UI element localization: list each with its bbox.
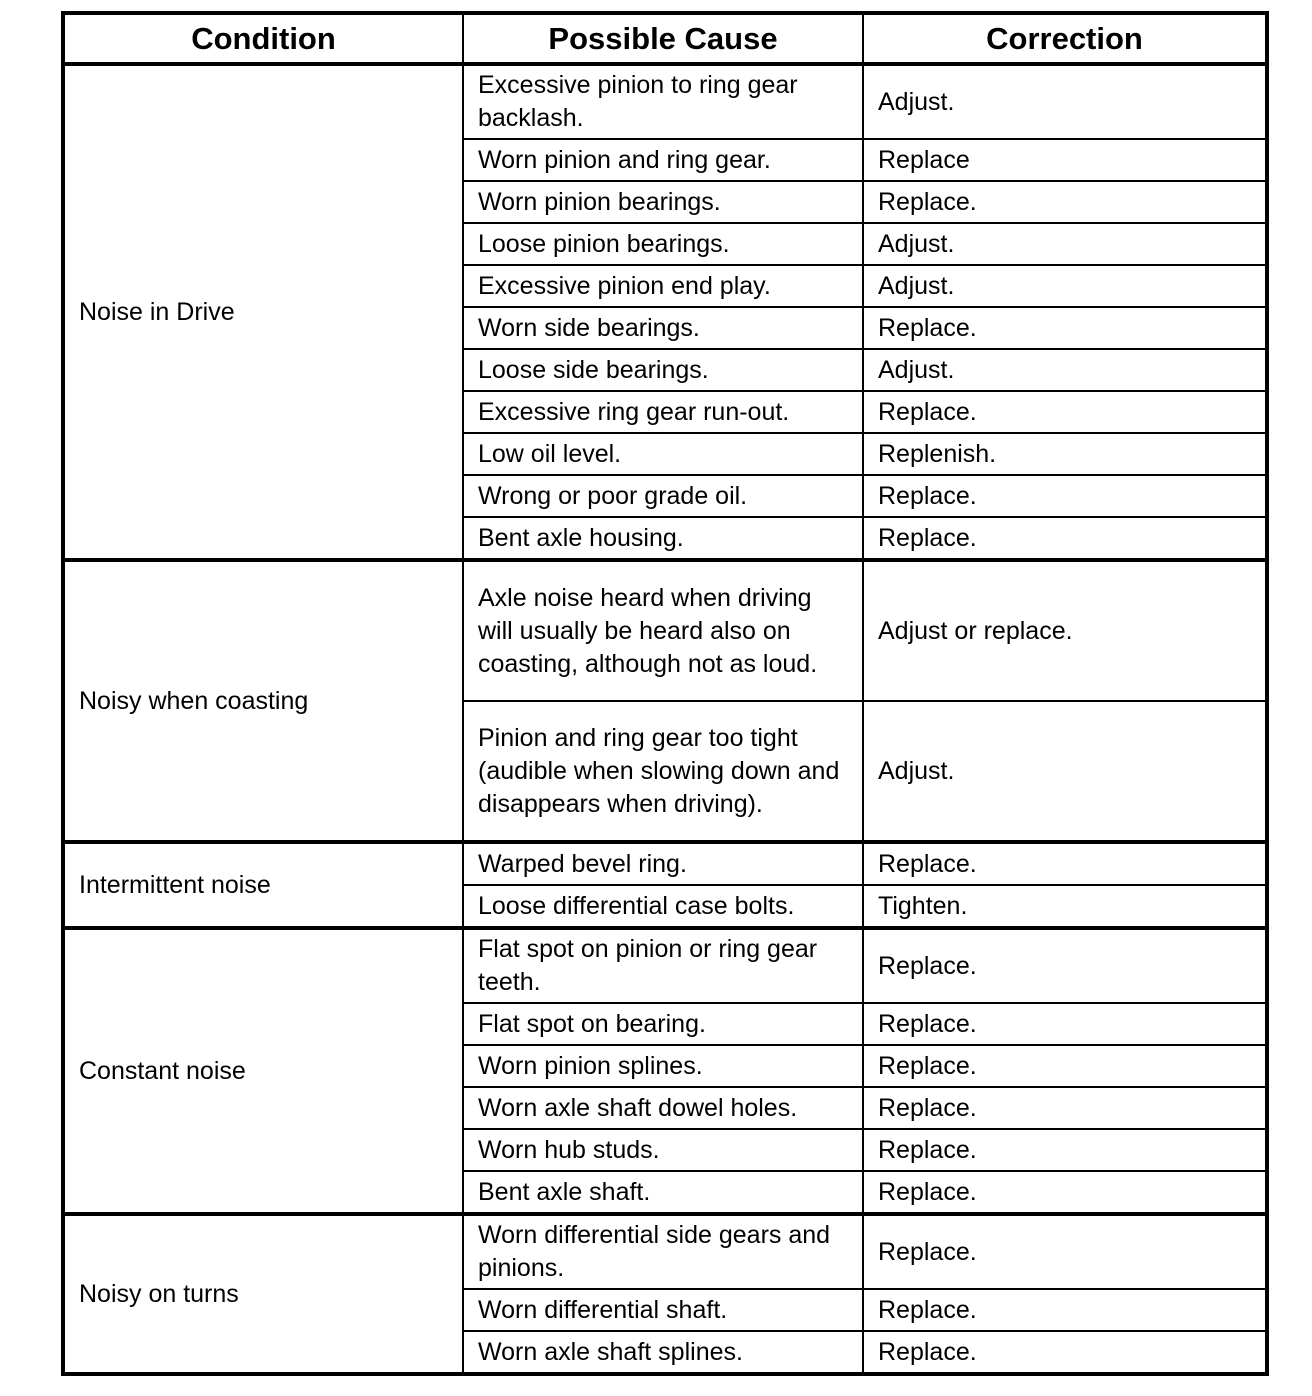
table-row xyxy=(63,560,1267,701)
correction-cell: Replace. xyxy=(863,1331,1267,1374)
cause-cell: Worn pinion bearings. xyxy=(463,181,863,223)
correction-cell: Replace. xyxy=(863,1087,1267,1129)
group-noise-in-drive xyxy=(63,64,1267,560)
cause-cell: Pinion and ring gear too tight (audible when slowing down and disappears when driving). xyxy=(463,701,863,842)
cause-cell: Flat spot on bearing. xyxy=(463,1003,863,1045)
condition-cell: Intermittent noise xyxy=(63,842,463,928)
correction-cell: Replace. xyxy=(863,1045,1267,1087)
cause-cell: Loose differential case bolts. xyxy=(463,885,863,928)
correction-cell: Replace. xyxy=(863,928,1267,1003)
header-row xyxy=(63,13,1267,64)
condition-cell: Constant noise xyxy=(63,928,463,1214)
cause-cell: Loose side bearings. xyxy=(463,349,863,391)
cause-cell: Worn pinion splines. xyxy=(463,1045,863,1087)
correction-cell: Adjust. xyxy=(863,701,1267,842)
table-header xyxy=(63,13,1267,64)
cause-cell: Wrong or poor grade oil. xyxy=(463,475,863,517)
cause-cell: Worn axle shaft splines. xyxy=(463,1331,863,1374)
correction-cell: Replace. xyxy=(863,1003,1267,1045)
troubleshooting-table xyxy=(61,11,1269,1376)
cause-cell: Loose pinion bearings. xyxy=(463,223,863,265)
condition-cell: Noisy on turns xyxy=(63,1214,463,1374)
cause-cell: Flat spot on pinion or ring gear teeth. xyxy=(463,928,863,1003)
cause-cell: Excessive pinion to ring gear backlash. xyxy=(463,64,863,139)
cause-cell: Worn axle shaft dowel holes. xyxy=(463,1087,863,1129)
correction-cell: Replace. xyxy=(863,391,1267,433)
correction-cell: Replace. xyxy=(863,1129,1267,1171)
cause-cell: Worn pinion and ring gear. xyxy=(463,139,863,181)
correction-cell: Adjust. xyxy=(863,223,1267,265)
cause-cell: Worn differential side gears and pinions. xyxy=(463,1214,863,1289)
table-row xyxy=(63,64,1267,139)
cause-cell: Worn side bearings. xyxy=(463,307,863,349)
condition-cell: Noise in Drive xyxy=(63,64,463,560)
correction-cell: Replace. xyxy=(863,1289,1267,1331)
cause-cell: Worn hub studs. xyxy=(463,1129,863,1171)
correction-cell: Replace. xyxy=(863,1214,1267,1289)
correction-cell: Replace. xyxy=(863,181,1267,223)
header-condition: Condition xyxy=(63,13,463,64)
correction-cell: Adjust. xyxy=(863,265,1267,307)
correction-cell: Replenish. xyxy=(863,433,1267,475)
correction-cell: Replace. xyxy=(863,842,1267,885)
header-possible-cause: Possible Cause xyxy=(463,13,863,64)
table-row xyxy=(63,842,1267,885)
correction-cell: Replace. xyxy=(863,1171,1267,1214)
correction-cell: Replace. xyxy=(863,517,1267,560)
cause-cell: Bent axle housing. xyxy=(463,517,863,560)
group-noisy-when-coasting xyxy=(63,560,1267,842)
correction-cell: Replace. xyxy=(863,475,1267,517)
correction-cell: Replace. xyxy=(863,307,1267,349)
group-intermittent-noise xyxy=(63,842,1267,928)
header-correction: Correction xyxy=(863,13,1267,64)
cause-cell: Low oil level. xyxy=(463,433,863,475)
cause-cell: Warped bevel ring. xyxy=(463,842,863,885)
table-row xyxy=(63,1214,1267,1289)
cause-cell: Worn differential shaft. xyxy=(463,1289,863,1331)
correction-cell: Tighten. xyxy=(863,885,1267,928)
condition-cell: Noisy when coasting xyxy=(63,560,463,842)
cause-cell: Excessive pinion end play. xyxy=(463,265,863,307)
correction-cell: Replace xyxy=(863,139,1267,181)
correction-cell: Adjust. xyxy=(863,349,1267,391)
group-constant-noise xyxy=(63,928,1267,1214)
group-noisy-on-turns xyxy=(63,1214,1267,1374)
cause-cell: Excessive ring gear run-out. xyxy=(463,391,863,433)
correction-cell: Adjust. xyxy=(863,64,1267,139)
table-row xyxy=(63,928,1267,1003)
cause-cell: Bent axle shaft. xyxy=(463,1171,863,1214)
cause-cell: Axle noise heard when driving will usually be heard also on coasting, although not as loud. xyxy=(463,560,863,701)
correction-cell: Adjust or replace. xyxy=(863,560,1267,701)
